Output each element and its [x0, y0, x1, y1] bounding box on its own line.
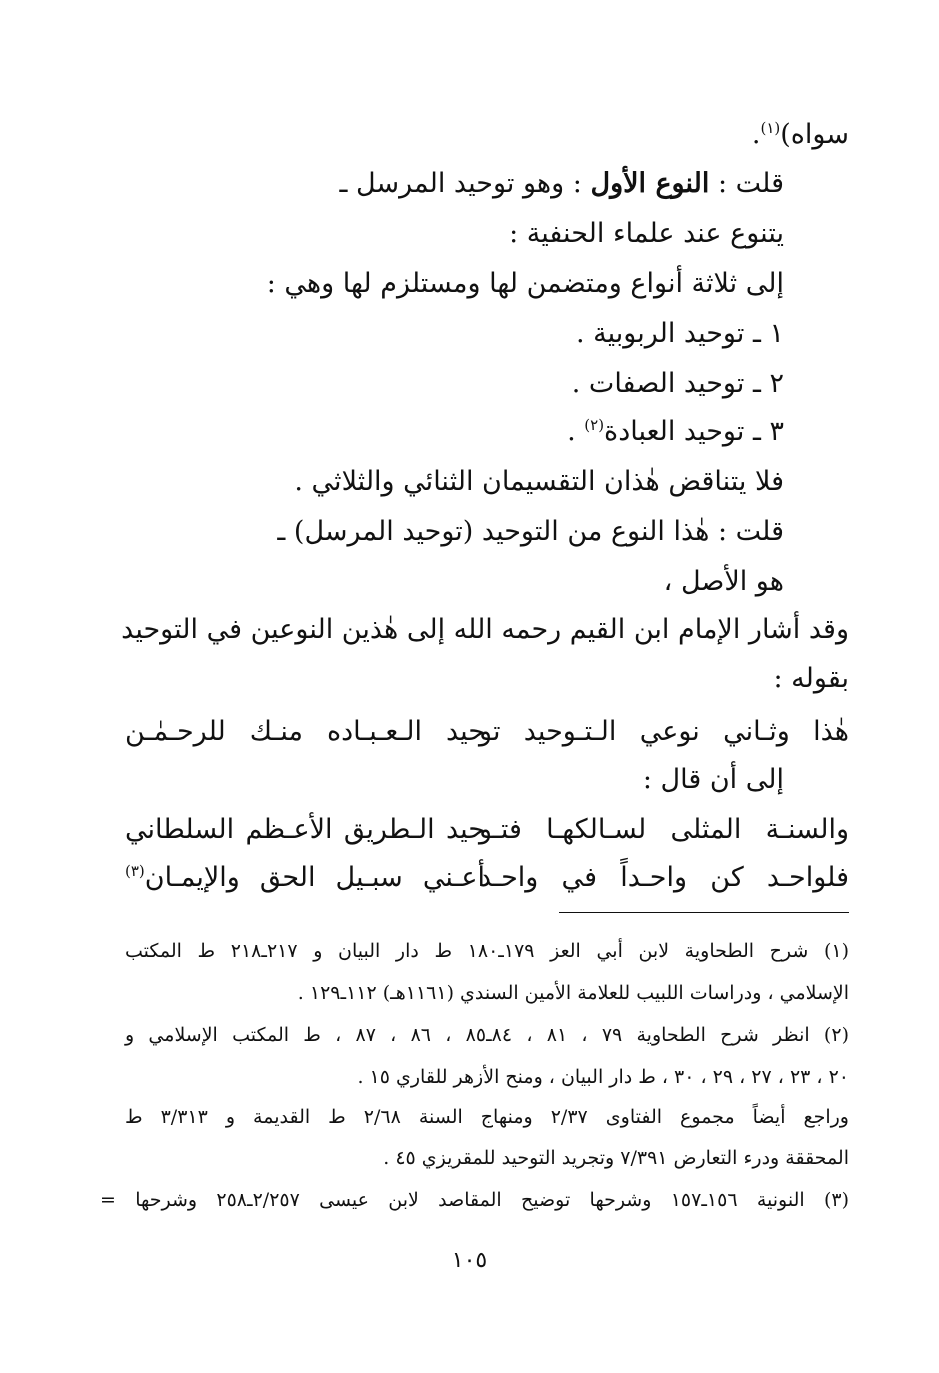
verse-3-first-hemistich: فلواحـد كن واحـداً في واحـد	[479, 862, 849, 893]
body-line-4: إلى ثلاثة أنواع ومتضمن لها ومستلزم لها وهي :	[266, 268, 784, 299]
footnote-ref-1: (١)	[760, 119, 781, 137]
body-line-3: يتنوع عند علماء الحنفية :	[509, 218, 784, 249]
footnote-2-line-3: وراجع أيضاً مجموع الفتاوى ٢/٣٧ ومنهاج السنة ٢/٦٨ ط القديمة و ٣/٣١٣ ط	[125, 1106, 849, 1128]
body-line-8: فلا يتناقض هٰذان التقسيمان الثنائي والثلاثي .	[294, 466, 784, 497]
verse-1-first-hemistich: هٰذا وثـاني نوعي الـتـوحيد تو	[479, 716, 849, 747]
body-line-1: سواه)$^{(١)}$.	[751, 119, 849, 150]
body-line-5: ١ ـ توحيد الربوبية .	[575, 318, 784, 349]
footnote-2-line-4: المحققة ودرء التعارض ٧/٣٩١ وتجريد التوحيد للمقريزي ٤٥ .	[383, 1147, 849, 1169]
body-line-12: بقوله :	[773, 663, 849, 694]
body-line-2: قلت : النوع الأول : وهو توحيد المرسل ـ	[339, 168, 784, 199]
body-line-10: هو الأصل ،	[663, 566, 784, 597]
verse-2-second-hemistich: حيد الـطريق الأعـظم السلطاني	[125, 814, 485, 845]
body-line-13: إلى أن قال :	[642, 764, 784, 795]
footnote-2-line-2: ٢٠ ، ٢٣ ، ٢٧ ، ٢٩ ، ٣٠ ، ط دار البيان ، ومنح الأزهر للقاري ١٥ .	[357, 1066, 849, 1088]
bold-heading: النوع الأول	[590, 168, 710, 199]
footnote-ref-3: (٣)	[125, 862, 145, 880]
footnote-1-line-2: الإسلامي ، ودراسات اللبيب للعلامة الأمين السندي (١١٦١هـ) ١١٢ـ١٢٩ .	[297, 982, 849, 1004]
footnote-1-line-1: (١) شرح الطحاوية لابن أبي العز ١٧٩ـ١٨٠ ط دار البيان و ٢١٧ـ٢١٨ ط المكتب	[125, 940, 850, 962]
verse-1-second-hemistich: حيد الـعـبـاده منـك للرحـمٰـن	[125, 716, 485, 747]
footnote-ref-2: (٢)	[584, 416, 605, 434]
footnote-3-line-1: (٣) النونية ١٥٦ـ١٥٧ وشرحها توضيح المقاصد لابن عيسى ٢/٢٥٧ـ٢٥٨ وشرحها =	[100, 1189, 849, 1211]
verse-3-second-hemistich: أعـني سبـيل الحق والإيمـان$^{(٣)}$	[125, 862, 485, 893]
page-number: ١٠٥	[451, 1248, 488, 1273]
body-line-11: وقد أشار الإمام ابن القيم رحمه الله إلى هٰذين النوعين في التوحيد	[121, 614, 849, 645]
verse-2-first-hemistich: والسنـة المثلى لسـالكهـا فتـو	[479, 814, 849, 845]
footnote-separator	[559, 912, 849, 913]
body-line-9: قلت : هٰذا النوع من التوحيد (توحيد المرسل) ـ	[277, 516, 784, 547]
body-line-6: ٢ ـ توحيد الصفات .	[571, 368, 784, 399]
footnote-2-line-1: (٢) انظر شرح الطحاوية ٧٩ ، ٨١ ، ٨٤ـ٨٥ ، ٨٦ ، ٨٧ ، ط المكتب الإسلامي و	[125, 1024, 849, 1046]
body-line-7: ٣ ـ توحيد العبادة$^{(٢)}$ .	[567, 416, 784, 447]
